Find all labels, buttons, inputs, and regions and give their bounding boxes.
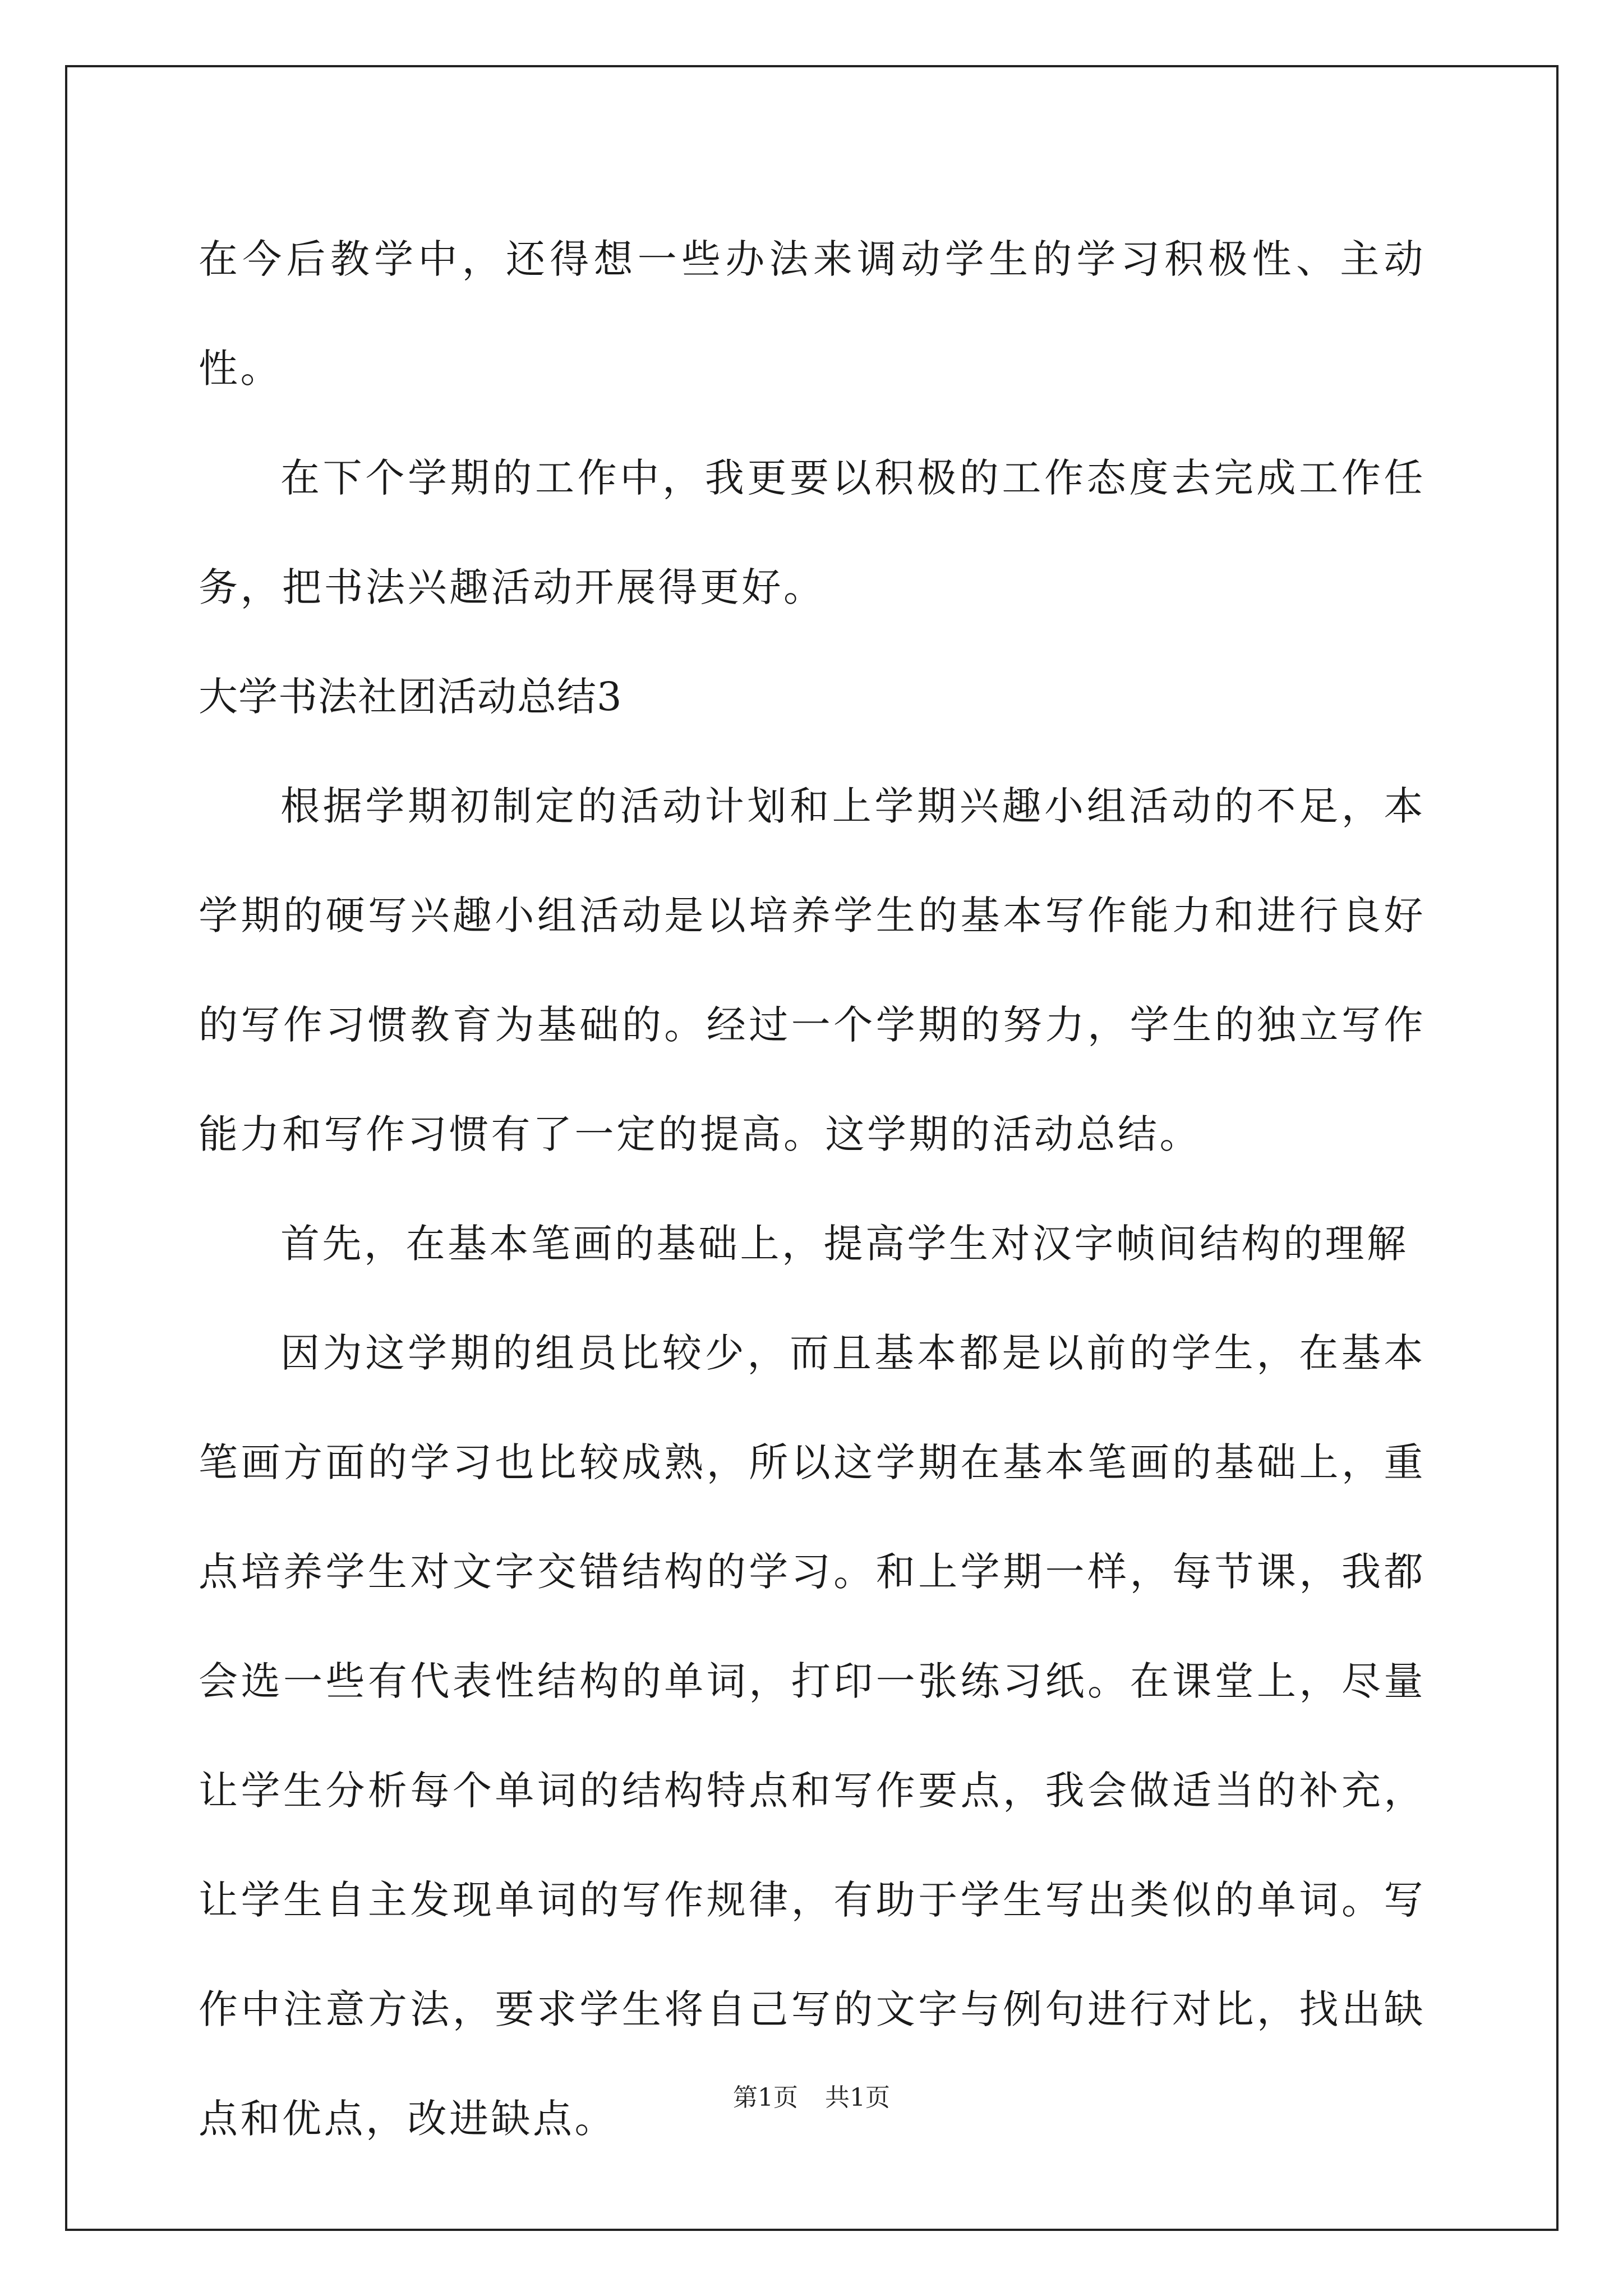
page-number: 第1页 — [733, 2083, 798, 2112]
document-body — [199, 205, 1426, 2174]
paragraph-5: 因为这学期的组员比较少，而且基本都是以前的学生，在基本笔画方面的学习也比较成熟，所以这学期在基本笔画的基础上，重点培养学生对文字交错结构的学习。和上学期一样，每节课，我都会选一些有代表性结构的单词，打印一张练习纸。在课堂上，尽量让学生分析每个单词的结构特点和写作要点，我会做适当的补充，让学生自主发现单词的写作规律，有助于学生写出类似的单词。写作中注意方法，要求学生将自己写的文字与例句进行对比，找出缺点和优点，改进缺点。 — [199, 1330, 1426, 2142]
paragraph-1: 在今后教学中，还得想一些办法来调动学生的学习积极性、主动性。 — [199, 236, 1426, 392]
paragraph-4: 首先，在基本笔画的基础上，提高学生对汉字帧间结构的理解 — [280, 1221, 1409, 1267]
section-heading: 大学书法社团活动总结3 — [199, 674, 623, 720]
page-total: 共1页 — [825, 2083, 890, 2112]
paragraph-3: 根据学期初制定的活动计划和上学期兴趣小组活动的不足，本学期的硬写兴趣小组活动是以培养学生的基本写作能力和进行良好的写作习惯教育为基础的。经过一个学期的努力，学生的独立写作能力和写作习惯有了一定的提高。这学期的活动总结。 — [199, 783, 1426, 1157]
page-footer — [0, 2081, 1623, 2115]
paragraph-2: 在下个学期的工作中，我更要以积极的工作态度去完成工作任务，把书法兴趣活动开展得更好。 — [199, 455, 1426, 610]
